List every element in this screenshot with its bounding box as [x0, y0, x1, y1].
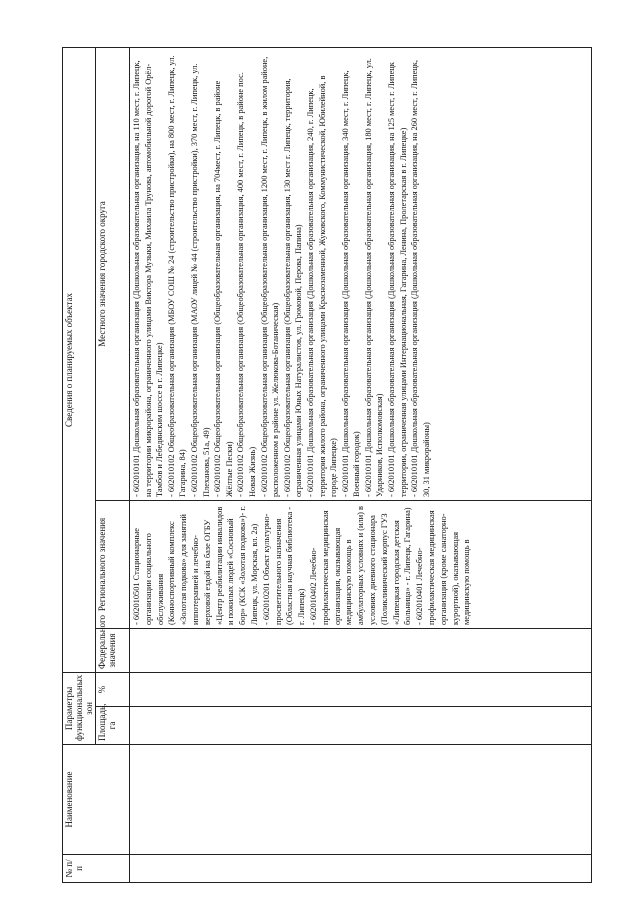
regional-item: (Конноспортивный комплекс «Золотая подкова» для занятий иппотерапией и лечебно-верховой ездой на базе ОГБУ «Центр реабилитации инвалидов и пожилых людей «Сосновый бор» (КСК «Золотая подкова»)- г. Липецк, ул. Морская, вл. 2а) — [167, 505, 259, 625]
regional-item: - 602010201 Объект культурно-просветительного назначения (Областная научная библиотека - г. Липецк) — [261, 506, 307, 625]
cell-federal — [130, 629, 592, 673]
cell-regional — [130, 501, 592, 629]
local-item: - 602010102 Общеобразовательная организация (Общеобразовательная организация, 130 мест г. Липецк, территория, ограниченная улицами Юных Натуралистов, ул. Громовой, Перова, Папина) — [282, 78, 304, 497]
local-item: - 602010101 Дошкольная образовательная организация (Дошкольная образовательная организация, 240, г. Липецк, территория жилого района, ограниченного улицами Краснозаменной, Жуковского, Коммунистической, Юбилейной, в городе Липецке) — [305, 75, 339, 497]
cell-local — [130, 48, 592, 501]
local-item: - 602010101 Дошкольная образовательная организация (Дошкольная образовательная организация, на 260 мест, г. Липецк, 30, 31 микрорайоны) — [410, 60, 431, 497]
local-item: - 602010101 Дошкольная образовательная организация (Дошкольная образовательная организация, 180 мест, г. Липецк, ул. Ударников, Исполкомовская) — [363, 58, 385, 497]
local-item: - 602010102 Общеобразовательная организация (МБОУ СОШ № 24 (строительство пристройки), на 800 мест, г. Липецк, ул. Гагарина, 84) — [166, 55, 188, 497]
header-params: Параметры функциональных зон — [63, 673, 96, 745]
header-planned-objects: Сведения о планируемых объектах — [63, 48, 96, 673]
header-federal: Федерального значения — [96, 629, 130, 673]
regional-item: - 602010401 Лечебно-профилактическая медицинская организация (кроме санаторно-курортной), оказывающая медицинскую помощь в — [415, 510, 472, 625]
planned-objects-table — [62, 47, 592, 883]
regional-item: - 602010501 Стационарные организации социального обслуживания — [132, 528, 165, 625]
local-item: - 602010101 Дошкольная образовательная организация (Дошкольная образовательная организация, на 125 мест, г. Липецк территории, ограниченная улицами Интернациональная, Гагарина, Ленина, Пролетарская в г. Липецке) — [387, 62, 408, 497]
cell-area — [130, 707, 592, 745]
regional-item: - 602010402 Лечебно-профилактическая медицинская организация, оказывающая медицинскую помощь в амбулаторных условиях и (или) в условиях дневного стационара (Поликлинический корпус ГУЗ «Липецкая городская детская больница» - г. Липецк, Гагарина) — [308, 506, 413, 625]
local-item: - 602010101 Дошкольная образовательная организация (Дошкольная образовательная организация, на 110 мест, г. Липецк, на территории микрорайона, ограниченного улицами Виктора Музыки, Михаила Трунова, автомобильной дорогой Орёл-Тамбов и Лебедянским шоссе в г. Липецке) — [132, 60, 165, 497]
local-item: - 602010101 Дошкольная образовательная организация (Дошкольная образовательная организация, 340 мест, г. Липецк, Военный городок) — [340, 70, 362, 497]
header-num: № п/п — [63, 855, 130, 883]
cell-num — [130, 855, 592, 883]
header-regional: Регионального значения — [96, 501, 130, 629]
header-percent: % — [96, 673, 130, 707]
table-row — [130, 48, 592, 883]
header-name: Наименование — [63, 745, 130, 855]
local-item: - 602010102 Общеобразовательная организация (Общеобразовательная организация, на 704мест, г. Липецк, в районе Жёлтые Пески) — [213, 80, 234, 497]
cell-percent — [130, 673, 592, 707]
local-item: - 602010102 Общеобразовательная организация (МАОУ лицей № 44 (строительство пристройки), 370 мест, г. Липецк, ул. Плеханова, 51а, 49) — [189, 63, 211, 497]
local-item: - 602010102 Общеобразовательная организация (Общеобразовательная организация, 1200 мест, г. Липецк, в жилом районе, расположенном в районе ул. Желюкова-Ботаническая) — [259, 56, 281, 497]
header-area: Площадь, га — [96, 707, 130, 745]
rotated-table-wrapper — [62, 48, 592, 883]
local-item: - 602010102 Общеобразовательная организация (Общеобразовательная организация, 400 мест, г. Липецк, в районе пос. Новая Жизнь) — [236, 72, 257, 497]
cell-name — [130, 745, 592, 855]
header-local: Местного значения городского округа — [96, 48, 130, 501]
